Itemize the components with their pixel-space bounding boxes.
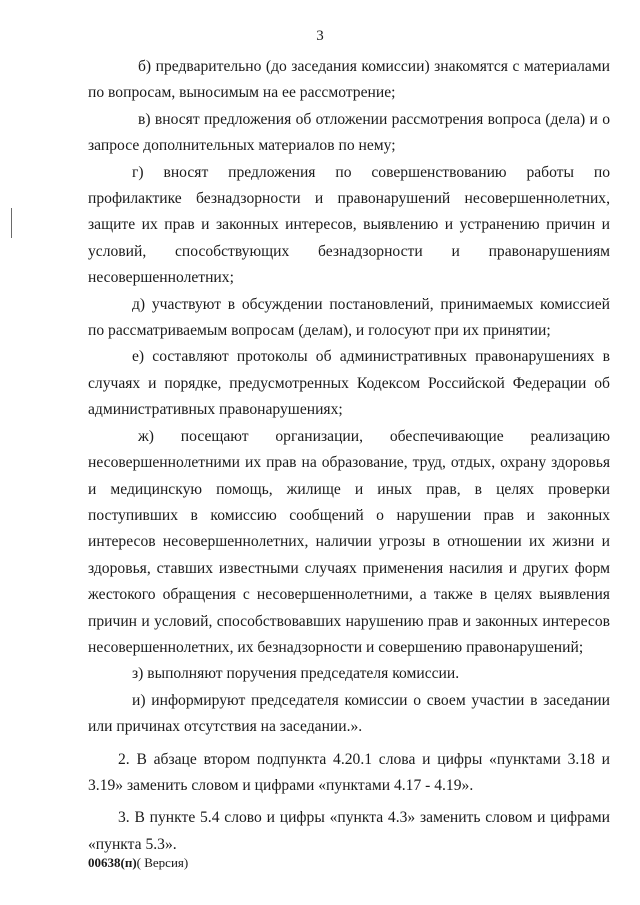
document-body <box>88 54 610 858</box>
margin-mark <box>11 226 12 238</box>
paragraph-g: г) вносят предложения по совершенствованию работы по профилактике безнадзорности и правонарушений несовершеннолетних, защите их прав и законных интересов, выявлению и устранению причин и условий, способствующих безнадзорности и правонарушениям несовершеннолетних; <box>88 163 610 287</box>
page-number: 3 <box>316 28 324 44</box>
paragraph-item-3: 3. В пункте 5.4 слово и цифры «пункта 4.3» заменить словом и цифрами «пункта 5.3». <box>88 809 610 853</box>
document-footer <box>88 855 188 871</box>
paragraph-b: б) предварительно (до заседания комиссии) знакомятся с материалами по вопросам, выносимым на ее рассмотрение; <box>88 58 610 102</box>
paragraph-v: в) вносят предложения об отложении рассмотрения вопроса (дела) и о запросе дополнительных материалов по нему; <box>88 110 610 155</box>
paragraph-item-2: 2. В абзаце втором подпункта 4.20.1 слова и цифры «пунктами 3.18 и 3.19» заменить словом и цифрами «пунктами 4.17 - 4.19». <box>88 750 610 794</box>
paragraph-z: з) выполняют поручения председателя комиссии. <box>132 665 460 683</box>
paragraph-d: д) участвуют в обсуждении постановлений, принимаемых комиссией по рассматриваемым вопросам (делам), и голосуют при их принятии; <box>88 295 610 340</box>
paragraph-i: и) информируют председателя комиссии о своем участии в заседании или причинах отсутствия на заседании.». <box>88 691 610 736</box>
paragraph-zh: ж) посещают организации, обеспечивающие реализацию несовершеннолетними их прав на образование, труд, отдых, охрану здоровья и медицинскую помощь, жилище и иных прав, в целях проверки поступивших в комиссию сообщений о нарушении прав и законных интересов несовершеннолетних, наличии угрозы в отношении их жизни и здоровья, ставших известными случаях применения насилия и других форм жестокого обращения с несовершеннолетними, а также в целях выявления причин и условий, способствовавших нарушению прав и законных интересов несовершеннолетних, их безнадзорности и совершению правонарушений; <box>88 427 610 656</box>
document-version: ( Версия) <box>136 855 189 870</box>
paragraph-e: е) составляют протоколы об административных правонарушениях в случаях и порядке, предусмотренных Кодексом Российской Федерации об административных правонарушениях; <box>88 348 610 419</box>
document-code: 00638(п) <box>88 855 137 870</box>
